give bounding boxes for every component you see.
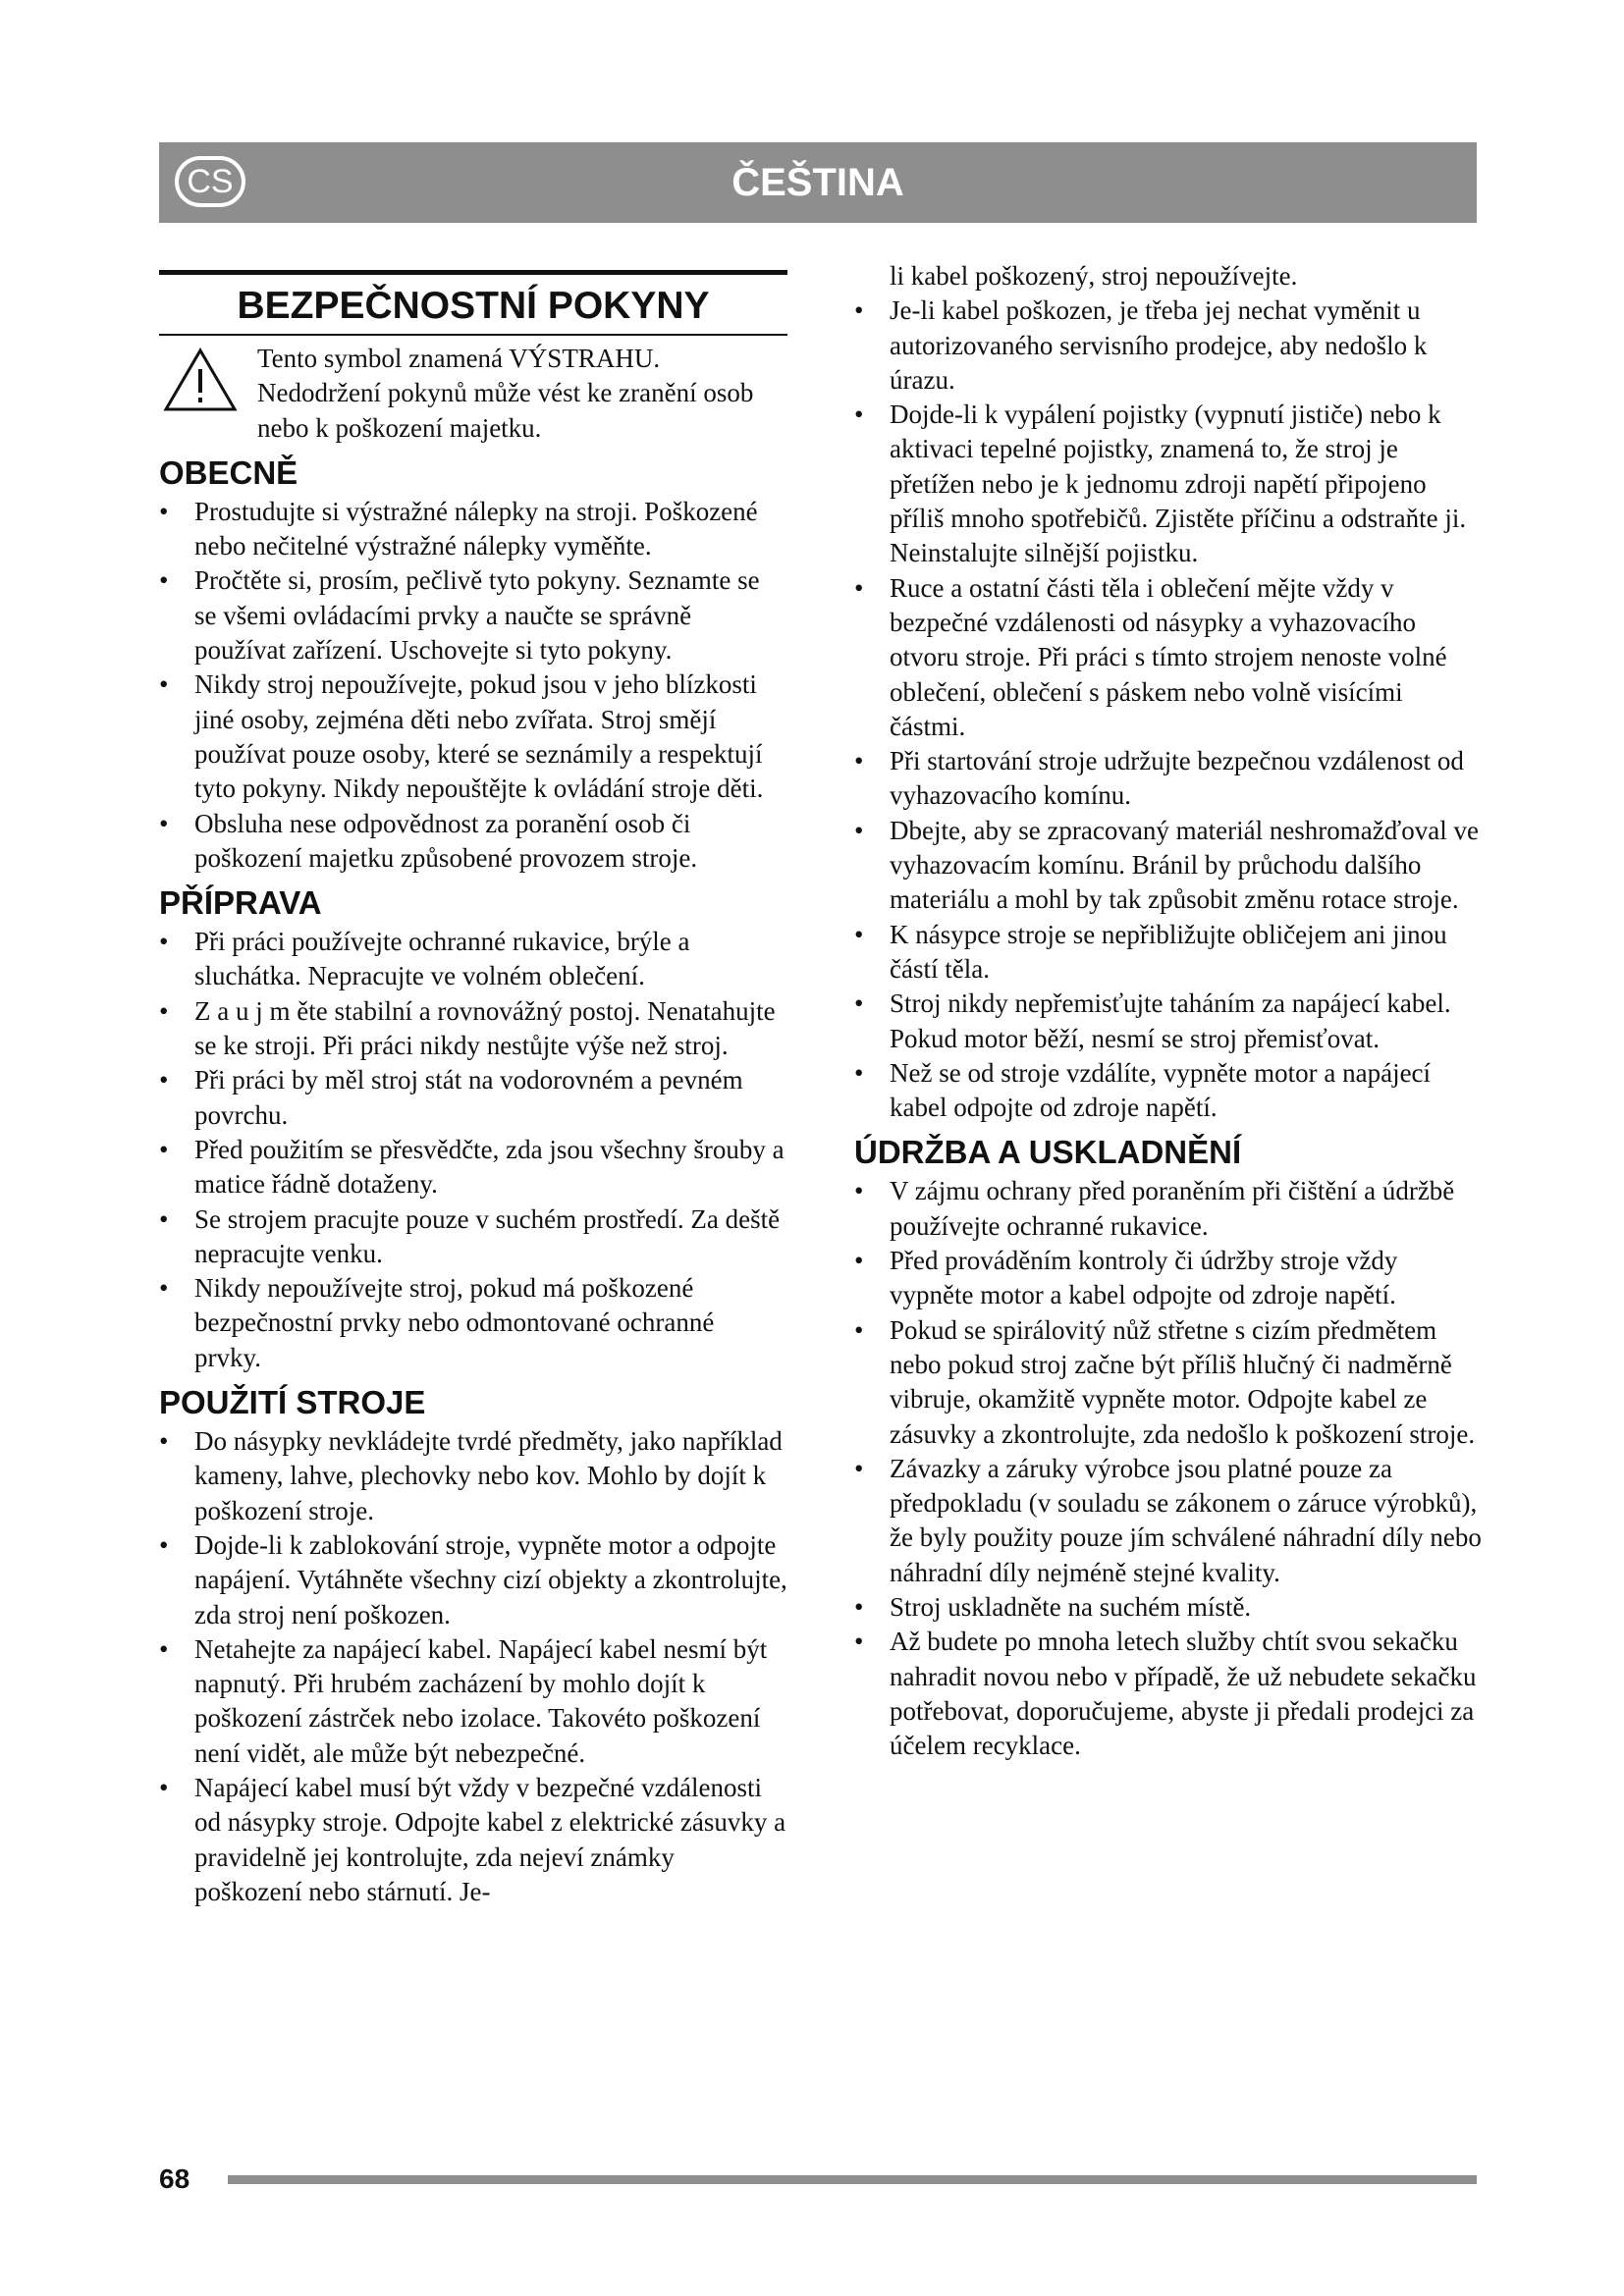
list-pouziti-continued [854,294,1483,1125]
list-item: • Při práci používejte ochranné rukavice, brýle a sluchátka. Nepracujte ve volném oblečení. [159,925,787,994]
list-item: • Se strojem pracujte pouze v suchém prostředí. Za deště nepracujte venku. [159,1202,787,1272]
page-footer [159,2164,1477,2194]
list-item: • Do násypky nevkládejte tvrdé předměty, jako například kameny, lahve, plechovky nebo kov. Mohlo by dojít k poškození stroje. [159,1424,787,1528]
list-item: • Při práci by měl stroj stát na vodorovném a pevném povrchu. [159,1063,787,1133]
list-item: • Je-li kabel poškozen, je třeba jej nechat vyměnit u autorizovaného servisního prodejce, aby nedošlo k úrazu. [854,294,1483,398]
list-item: • Před použitím se přesvědčte, zda jsou všechny šrouby a matice řádně dotaženy. [159,1133,787,1202]
language-code-badge: CS [175,156,245,207]
list-item: • Dbejte, aby se zpracovaný materiál neshromažďoval ve vyhazovacím komínu. Bránil by průchodu dalšího materiálu a mohl by tak způsobit změnu rotace stroje. [854,814,1483,918]
section-heading-priprava: PŘÍPRAVA [159,884,322,922]
list-item: • Napájecí kabel musí být vždy v bezpečné vzdálenosti od násypky stroje. Odpojte kabel z elektrické zásuvky a pravidelně jej kontrolujte, zda nejeví známky poškození nebo stárnutí. Je- [159,1771,787,1909]
list-item: • Nikdy stroj nepoužívejte, pokud jsou v jeho blízkosti jiné osoby, zejména děti nebo zvířata. Stroj smějí používat pouze osoby, které se seznámily a respektují tyto pokyny. Nikdy nepouštějte k ovládání stroje děti. [159,667,787,806]
list-udrzba [854,1174,1483,1763]
list-item: • Nikdy nepoužívejte stroj, pokud má poškozené bezpečnostní prvky nebo odmontované ochranné prvky. [159,1271,787,1375]
list-obecne [159,495,787,876]
page-title: BEZPEČNOSTNÍ POKYNY [237,285,710,327]
list-item-continuation: li kabel poškozený, stroj nepoužívejte. [890,261,1298,291]
title-rule-bottom [159,334,787,336]
list-item: • Před prováděním kontroly či údržby stroje vždy vypněte motor a kabel odpojte od zdroje napětí. [854,1244,1483,1313]
list-pouziti [159,1424,787,1909]
language-header-bar [159,142,1477,223]
list-item: • Stroj uskladněte na suchém místě. [854,1590,1483,1625]
list-item: • K násypce stroje se nepřibližujte obličejem ani jinou částí těla. [854,918,1483,988]
list-item: • Pokud se spirálovitý nůž střetne s cizím předmětem nebo pokud stroj začne být příliš hlučný či nadměrně vibruje, okamžitě vypněte motor. Odpojte kabel ze zásuvky a zkontrolujte, zda nedošlo k poškození stroje. [854,1313,1483,1452]
list-item: • Pročtěte si, prosím, pečlivě tyto pokyny. Seznamte se se všemi ovládacími prvky a naučte se správně používat zařízení. Uschovejte si tyto pokyny. [159,563,787,667]
warning-text: Tento symbol znamená VÝSTRAHU. Nedodržení pokynů může vést ke zranění osob nebo k poškození majetku. [257,344,754,443]
title-rule-top [159,270,787,275]
list-item: • Ruce a ostatní části těla i oblečení mějte vždy v bezpečné vzdálenosti od násypky a vyhazovacího otvoru stroje. Při práci s tímto strojem nenoste volné oblečení, oblečení s páskem nebo volně visícími částmi. [854,571,1483,744]
list-item: • Obsluha nese odpovědnost za poranění osob či poškození majetku způsobené provozem stroje. [159,807,787,877]
list-item: • Stroj nikdy nepřemisťujte taháním za napájecí kabel. Pokud motor běží, nesmí se stroj přemisťovat. [854,987,1483,1056]
warning-notice [159,342,787,446]
warning-triangle-icon [163,347,238,412]
left-column [159,270,787,1909]
list-item: • Prostudujte si výstražné nálepky na stroji. Poškozené nebo nečitelné výstražné nálepky vyměňte. [159,495,787,564]
list-item: • V zájmu ochrany před poraněním při čištění a údržbě používejte ochranné rukavice. [854,1174,1483,1244]
language-title: ČEŠTINA [731,161,904,204]
list-item: • Z a u j m ěte stabilní a rovnovážný postoj. Nenatahujte se ke stroji. Při práci nikdy nestůjte výše než stroj. [159,994,787,1064]
page-number: 68 [159,2163,190,2194]
list-priprava [159,925,787,1375]
right-column [854,259,1483,1763]
list-item: • Až budete po mnoha letech služby chtít svou sekačku nahradit novou nebo v případě, že už nebudete sekačku potřebovat, doporučujeme, abyste ji předali prodejci za účelem recyklace. [854,1625,1483,1763]
section-heading-obecne: OBECNĚ [159,454,298,491]
list-item: • Závazky a záruky výrobce jsou platné pouze za předpokladu (v souladu se zákonem o záruce výrobků), že byly použity pouze jím schválené náhradní díly nebo náhradní díly nejméně stejné kvality. [854,1452,1483,1590]
list-item: • Dojde-li k vypálení pojistky (vypnutí jističe) nebo k aktivaci tepelné pojistky, znamená to, že stroj je přetížen nebo je k jednomu zdroji napětí připojeno příliš mnoho spotřebičů. Zjistěte příčinu a odstraňte ji. Neinstalujte silnější pojistku. [854,398,1483,570]
list-item: • Při startování stroje udržujte bezpečnou vzdálenost od vyhazovacího komínu. [854,744,1483,814]
section-heading-pouziti: POUŽITÍ STROJE [159,1384,426,1421]
section-heading-udrzba: ÚDRŽBA A USKLADNĚNÍ [854,1134,1242,1171]
list-item: • Netahejte za napájecí kabel. Napájecí kabel nesmí být napnutý. Při hrubém zacházení by mohlo dojít k poškození zástrček nebo izolace. Takovéto poškození není vidět, ale může být nebezpečné. [159,1632,787,1771]
footer-rule [228,2175,1477,2184]
list-item: • Než se od stroje vzdálíte, vypněte motor a napájecí kabel odpojte od zdroje napětí. [854,1056,1483,1126]
list-item: • Dojde-li k zablokování stroje, vypněte motor a odpojte napájení. Vytáhněte všechny cizí objekty a zkontrolujte, zda stroj není poškozen. [159,1528,787,1632]
